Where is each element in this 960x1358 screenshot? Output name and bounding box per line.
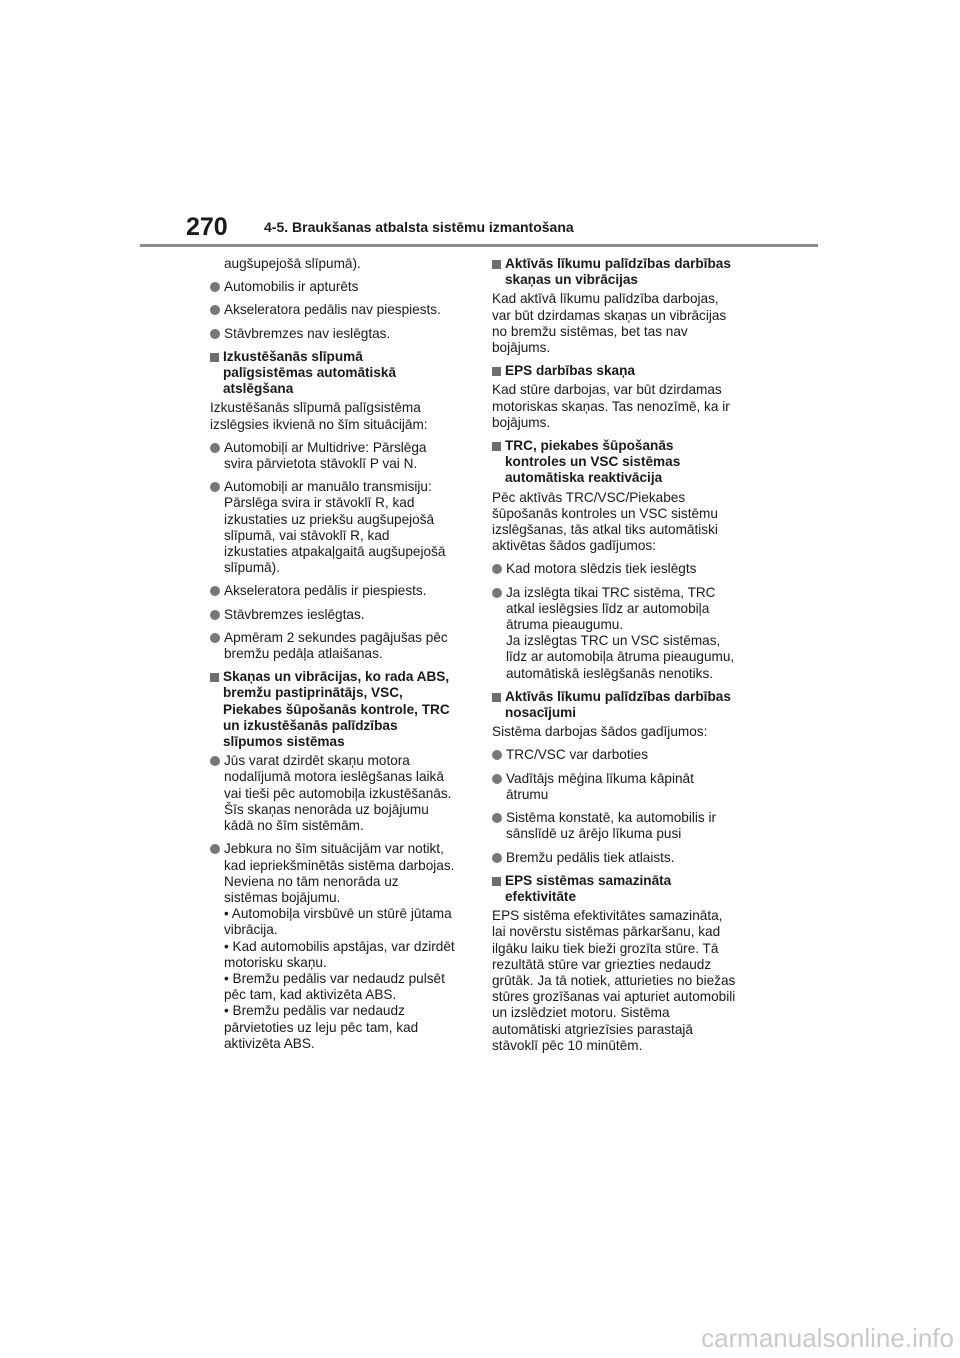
text-line: Sistēma darbojas šādos gadījumos: <box>492 724 708 740</box>
text-line: motoriskas skaņas. Tas nenozīmē, ka ir <box>492 398 730 414</box>
heading-hill-assist-cancel <box>210 349 468 398</box>
watermark: carmanualsonline.info <box>701 1323 954 1353</box>
text-line: automātiskā ieslēgšanās nenotiks. <box>506 665 714 681</box>
text-line: slīpumos sistēmas <box>223 734 345 750</box>
paragraph-cornering-conditions <box>492 724 754 740</box>
bullet-engine-sound <box>210 753 468 834</box>
bullet-parking-brake-on <box>210 607 468 623</box>
text-line: ilgāku laiku tiek bieži grozīta stūre. Tā <box>492 940 719 956</box>
text-line: šūpošanās kontroles un VSC sistēmu <box>492 505 718 521</box>
text-line: vai tieši pēc automobiļa izkustēšanās. <box>224 785 452 801</box>
text-line: ātruma pieaugumu. <box>506 617 624 633</box>
text-line: slīpumā, vai stāvoklī R, kad <box>224 527 390 543</box>
text-line: Akseleratora pedālis ir piespiests. <box>224 583 427 599</box>
text-line: nosacījumi <box>505 705 577 721</box>
text-line: kādā no šīm sistēmām. <box>224 818 364 834</box>
text-line: Pēc aktīvās TRC/VSC/Piekabes <box>492 489 686 505</box>
text-line: TRC/VSC var darboties <box>506 747 649 763</box>
text-line: grūtāk. Ja tā notiek, atturieties no biežas <box>492 972 736 988</box>
text-line: izkustaties uz priekšu augšupejošā <box>224 511 435 527</box>
text-line: stāvoklī pēc 10 minūtēm. <box>492 1037 643 1053</box>
text-line: Automobiļi ar manuālo transmisiju: <box>224 479 432 495</box>
text-line: atkal ieslēgsies līdz ar automobiļa <box>506 600 710 616</box>
text-line: Skaņas un vibrācijas, ko rada ABS, <box>223 669 450 685</box>
text-line: no bremžu sistēmas, bet tas nav <box>492 323 688 339</box>
sub-item-vibration <box>224 906 468 938</box>
text-line: vibrācija. <box>224 922 278 938</box>
text-line: Izkustēšanās slīpumā <box>223 348 363 364</box>
text-line: EPS darbības skaņa <box>505 363 635 379</box>
paragraph-hill-assist-cancel <box>210 400 468 432</box>
text-line: bremžu pastiprinātājs, VSC, <box>223 685 403 701</box>
text-line: aktivizēta ABS. <box>224 1035 315 1051</box>
heading-sounds-vibrations <box>210 669 468 750</box>
text-line: motorisku skaņu. <box>224 954 327 970</box>
bullet-brake-released <box>492 850 754 866</box>
text-line: var būt dzirdamas skaņas un vibrācijas <box>492 307 727 323</box>
bullet-multidrive <box>210 440 468 472</box>
paragraph-eps-sound <box>492 382 754 431</box>
text-line: svira pārvietota stāvoklī P vai N. <box>224 456 418 472</box>
bullet-engine-switch <box>492 561 754 577</box>
text-line: TRC, piekabes šūpošanās <box>505 438 674 454</box>
text-line: bojājums. <box>492 340 551 356</box>
bullet-manual-transmission <box>210 479 468 576</box>
text-line: Kad aktīvā līkumu palīdzība darbojas, <box>492 291 719 307</box>
text-line: • Automobiļa virsbūvē un stūrē jūtama <box>224 906 452 922</box>
text-line: • Bremžu pedālis var nedaudz pulsēt <box>224 970 445 986</box>
text-line: līdz ar automobiļa ātruma pieaugumu, <box>506 649 735 665</box>
text-line: Vadītājs mēģina līkuma kāpināt <box>506 770 694 786</box>
text-line: skaņas un vibrācijas <box>505 272 638 288</box>
text-line: EPS sistēmas samazināta <box>505 872 672 888</box>
text-line: EPS sistēma efektivitātes samazināta, <box>492 908 723 924</box>
text-line: aktivētas šādos gadījumos: <box>492 538 656 554</box>
text-line: Aktīvās līkumu palīdzības darbības <box>505 256 731 271</box>
text-line: Izkustēšanās slīpumā palīgsistēma <box>210 400 421 416</box>
bullet-trc-vsc-operate <box>492 747 754 763</box>
text-line: lai novērstu sistēmas pārkaršanu, kad <box>492 924 721 940</box>
text-line: • Kad automobilis apstājas, var dzirdēt <box>224 938 455 954</box>
bullet-situations <box>210 841 468 906</box>
bullet-trc-only <box>492 585 754 682</box>
heading-eps-sound <box>492 363 754 379</box>
text-line: izslēgsies ikvienā no šīm situācijām: <box>210 416 428 432</box>
text-line: Ja izslēgta tikai TRC sistēma, TRC <box>506 584 716 600</box>
text-line: Automobiļi ar Multidrive: Pārslēga <box>224 439 427 455</box>
text-line: un izkustēšanās palīdzības <box>223 717 398 733</box>
text-line: nodalījumā motora ieslēgšanas laikā <box>224 769 444 785</box>
text-line: izslēgšanas, tās atkal tiks automātiski <box>492 522 718 538</box>
sub-item-pedal-move <box>224 1003 468 1052</box>
sub-list <box>210 906 468 1052</box>
bullet-driver-accelerates <box>492 771 754 803</box>
text-line: Sistēma konstatē, ka automobilis ir <box>506 810 717 826</box>
text-line: bremžu pedāļa atlaišanas. <box>224 646 383 662</box>
text-line: Piekabes šūpošanās kontrole, TRC <box>223 701 450 717</box>
header-rule <box>140 244 818 247</box>
text-line: Šīs skaņas nenorāda uz bojājumu <box>224 801 429 817</box>
text-line: izkustaties atpakaļgaitā augšupejošā <box>224 544 446 560</box>
text-line: Kad motora slēdzis tiek ieslēgts <box>506 561 697 577</box>
bullet-vehicle-stopped <box>210 279 468 295</box>
text-line: bojājums. <box>492 414 551 430</box>
text-line: Ja izslēgtas TRC un VSC sistēmas, <box>506 633 721 649</box>
paragraph-reactivation <box>492 490 754 555</box>
text-line: augšupejošā slīpumā). <box>224 256 361 271</box>
text-line: stūres grozīšanas vai apturiet automobili <box>492 989 736 1005</box>
text-line: sānslīdē uz ārējo līkuma pusi <box>506 826 682 842</box>
bullet-sliding <box>492 810 754 842</box>
text-line: pēc tam, kad aktivizēta ABS. <box>224 987 397 1003</box>
text-line: Bremžu pedālis tiek atlaists. <box>506 849 675 865</box>
text-line: Neviena no tām nenorāda uz <box>224 873 399 889</box>
heading-eps-reduced <box>492 873 754 905</box>
heading-cornering-sounds <box>492 256 754 288</box>
text-line: atslēgšana <box>223 381 294 397</box>
text-line: kontroles un VSC sistēmas <box>505 454 681 470</box>
text-line: automātiska reaktivācija <box>505 470 663 486</box>
text-line: pārvietoties uz leju pēc tam, kad <box>224 1019 419 1035</box>
bullet-two-seconds <box>210 630 468 662</box>
page-header <box>186 212 820 248</box>
text-line: rezultātā stūre var griezties nedaudz <box>492 956 712 972</box>
right-column <box>492 256 754 1061</box>
paragraph-cornering-sounds <box>492 291 754 356</box>
left-column <box>210 256 468 1052</box>
text-line: palīgsistēmas automātiskā <box>223 365 397 381</box>
text-line: automātiski atgriezīsies parastajā <box>492 1021 693 1037</box>
text-line: un izslēdziet motoru. Sistēma <box>492 1005 670 1021</box>
text-line: Automobilis ir apturēts <box>224 279 359 295</box>
heading-cornering-conditions <box>492 689 754 721</box>
sub-item-motor-sound <box>224 939 468 971</box>
bullet-accelerator-not-pressed <box>210 302 468 318</box>
text-line: Jūs varat dzirdēt skaņu motora <box>224 753 410 769</box>
text-line: Stāvbremzes nav ieslēgtas. <box>224 325 391 341</box>
text-line: sistēmas bojājumu. <box>224 889 341 905</box>
text-line: Kad stūre darbojas, var būt dzirdamas <box>492 382 722 398</box>
text-line: Aktīvās līkumu palīdzības darbības <box>505 688 731 704</box>
heading-reactivation <box>492 438 754 487</box>
bullet-parking-brake-off <box>210 326 468 342</box>
text-line: slīpumā). <box>224 560 280 576</box>
sub-item-pedal-pulse <box>224 971 468 1003</box>
text-line: Apmēram 2 sekundes pagājušas pēc <box>224 629 448 645</box>
text-line: ātrumu <box>506 786 549 802</box>
text-line: Akseleratora pedālis nav piespiests. <box>224 302 441 318</box>
paragraph-eps-reduced <box>492 908 754 1054</box>
chapter-title: 4-5. Braukšanas atbalsta sistēmu izmantošana <box>264 219 574 235</box>
page-number: 270 <box>186 213 228 241</box>
text-line: efektivitāte <box>505 888 577 904</box>
text-line: kad iepriekšminētās sistēma darbojas. <box>224 857 455 873</box>
text-line: Stāvbremzes ieslēgtas. <box>224 606 365 622</box>
text-line: Jebkura no šīm situācijām var notikt, <box>224 841 444 857</box>
bullet-accelerator-pressed <box>210 583 468 599</box>
text-line: • Bremžu pedālis var nedaudz <box>224 1003 405 1019</box>
continued-text <box>210 256 468 272</box>
text-line: Pārslēga svira ir stāvoklī R, kad <box>224 495 415 511</box>
